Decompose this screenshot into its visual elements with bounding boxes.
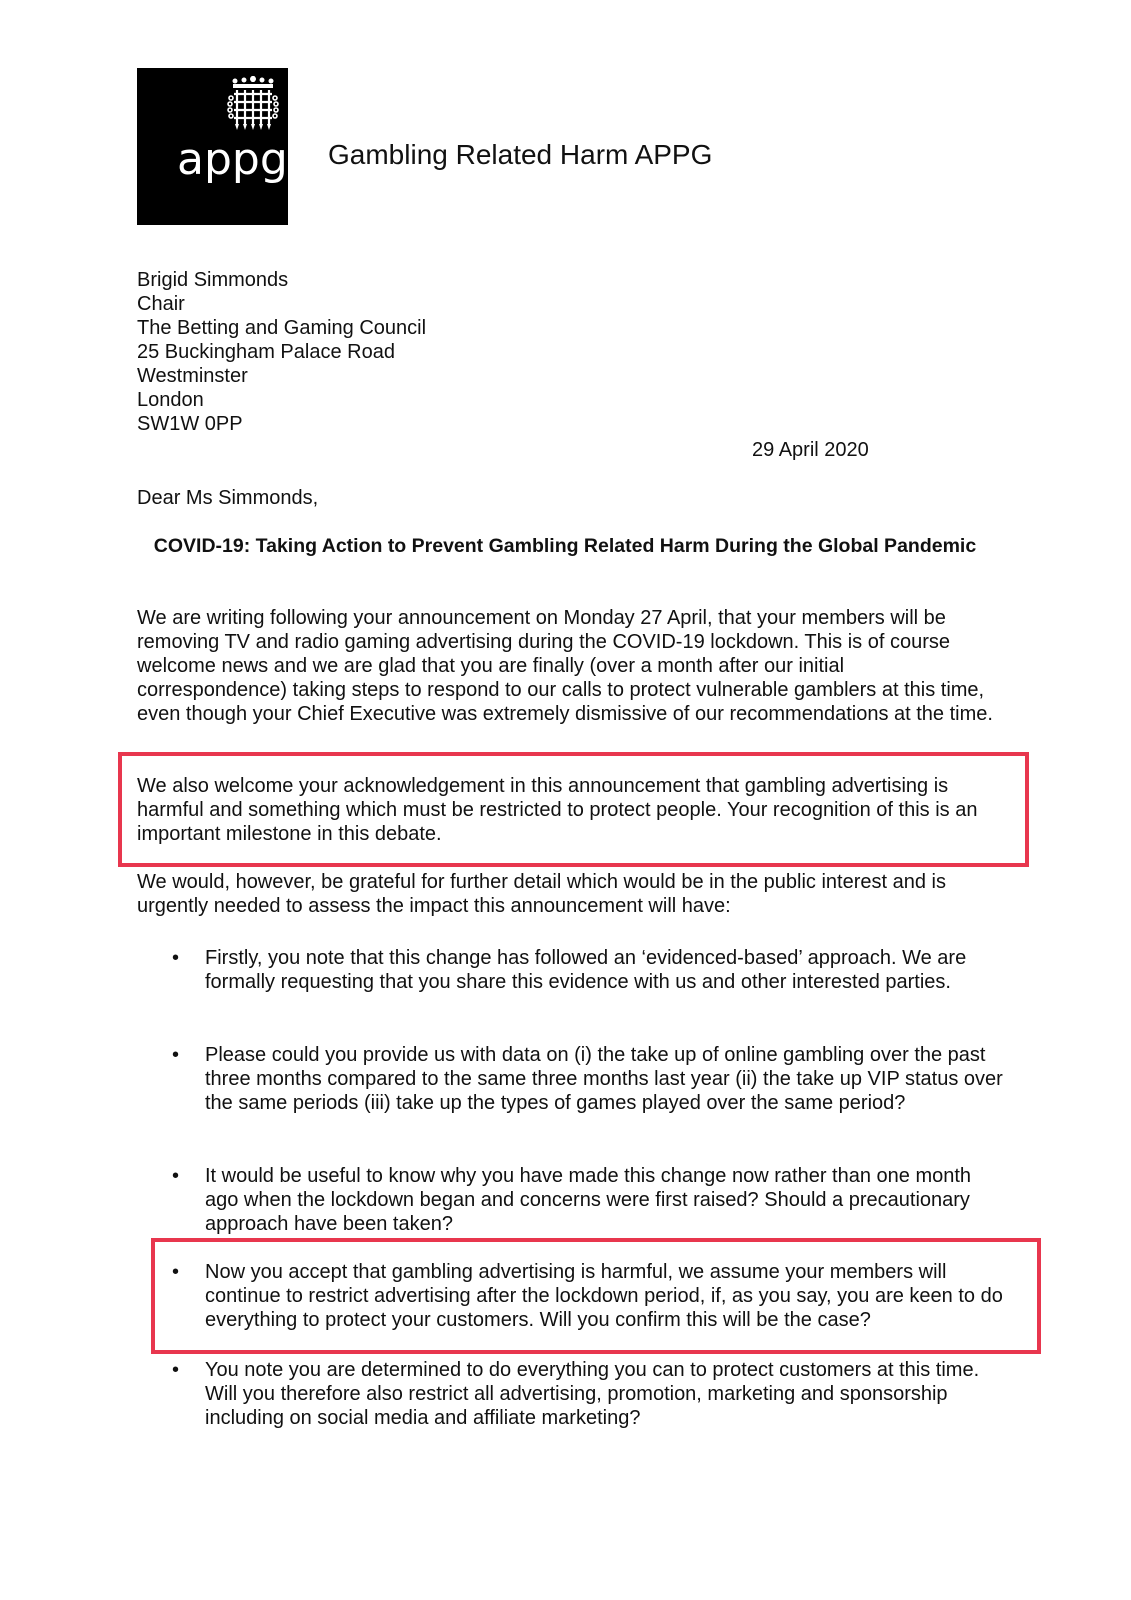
salutation: Dear Ms Simmonds, bbox=[137, 487, 319, 509]
bullet-icon: • bbox=[172, 1044, 180, 1066]
list-item-text: Please could you provide us with data on (i) the take up of online gambling over the past three months compared to the same three months last year (ii) the take up VIP status over the same periods (iii) take up the types of games played over the same period? bbox=[205, 1044, 1003, 1114]
body-paragraph: We are writing following your announcement on Monday 27 April, that your members will be removing TV and radio gaming advertising during the COVID-19 lockdown. This is of course welcome news and we are glad that you are finally (over a month after our initial correspondence) taking steps to respond to our calls to protect vulnerable gamblers at this time, even though your Chief Executive was extremely dismissive of our recommendations at the time. bbox=[137, 607, 993, 725]
address-line: 25 Buckingham Palace Road bbox=[137, 341, 395, 363]
organisation-title: Gambling Related Harm APPG bbox=[328, 139, 713, 170]
bullet-icon: • bbox=[172, 947, 180, 969]
address-line: London bbox=[137, 389, 204, 411]
bullet-icon: • bbox=[172, 1261, 180, 1283]
highlight-box-acknowledgement bbox=[118, 752, 1029, 867]
subject-heading: COVID-19: Taking Action to Prevent Gambling Related Harm During the Global Pandemic bbox=[153, 535, 977, 557]
body-paragraph: We also welcome your acknowledgement in this announcement that gambling advertising is harmful and something which must be restricted to protect people. Your recognition of this is an important milestone in this debate. bbox=[137, 775, 978, 845]
list-item-text: Firstly, you note that this change has followed an ‘evidenced-based’ approach. We are formally requesting that you share this evidence with us and other interested parties. bbox=[205, 947, 967, 993]
address-line: Chair bbox=[137, 293, 185, 315]
bullet-icon: • bbox=[172, 1165, 180, 1187]
logo-wordmark: appg bbox=[177, 134, 288, 185]
list-item-text: Now you accept that gambling advertising is harmful, we assume your members will continue to restrict advertising after the lockdown period, if, as you say, you are keen to do everything to protect your customers. Will you confirm this will be the case? bbox=[205, 1261, 1003, 1331]
bullet-icon: • bbox=[172, 1359, 180, 1381]
letter-date: 29 April 2020 bbox=[752, 439, 869, 461]
appg-logo bbox=[137, 68, 288, 225]
list-item-text: It would be useful to know why you have made this change now rather than one month ago when the lockdown began and concerns were first raised? Should a precautionary approach have been taken? bbox=[205, 1165, 972, 1235]
address-line: SW1W 0PP bbox=[137, 413, 243, 435]
address-line: Westminster bbox=[137, 365, 248, 387]
highlight-box-continue-restriction bbox=[151, 1238, 1041, 1354]
body-paragraph: We would, however, be grateful for further detail which would be in the public interest and is urgently needed to assess the impact this announcement will have: bbox=[137, 871, 946, 917]
portcullis-icon bbox=[227, 76, 279, 136]
list-item-text: You note you are determined to do everything you can to protect customers at this time. Will you therefore also restrict all advertising, promotion, marketing and sponsorship including on social media and affiliate marketing? bbox=[205, 1359, 980, 1429]
address-line: The Betting and Gaming Council bbox=[137, 317, 427, 339]
recipient-address bbox=[137, 268, 426, 436]
address-line: Brigid Simmonds bbox=[137, 269, 289, 291]
